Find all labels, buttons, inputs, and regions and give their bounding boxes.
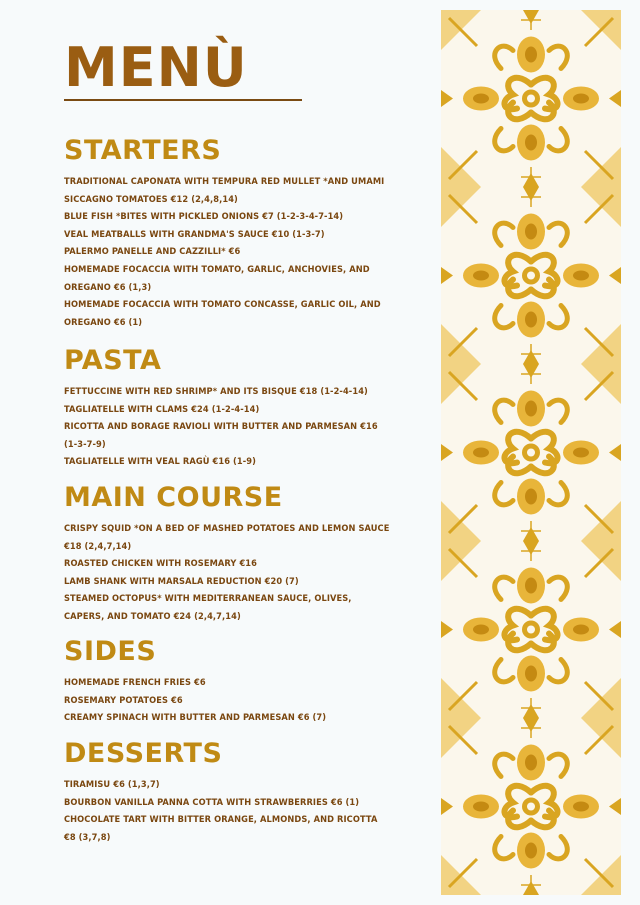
menu-item: FETTUCCINE WITH RED SHRIMP* AND ITS BISQUE €18 (1-2-4-14) [64,386,368,397]
menu-item: HOMEMADE FOCACCIA WITH TOMATO CONCASSE, GARLIC OIL, AND [64,299,381,311]
menu-item: CAPERS, AND TOMATO €24 (2,4,7,14) [64,610,241,622]
section-heading: SIDES [64,636,157,667]
menu-item: ROASTED CHICKEN WITH ROSEMARY €16 [64,558,258,570]
section-sides [64,636,424,727]
section-heading: DESSERTS [64,738,223,769]
menu-item: PALERMO PANELLE AND CAZZILLI* €6 [64,246,241,258]
menu-item: €18 (2,4,7,14) [64,540,132,552]
menu-item: TAGLIATELLE WITH CLAMS €24 (1-2-4-14) [64,403,260,415]
section-starters [64,135,424,331]
majolica-tile-strip [441,10,621,895]
menu-item: TRADITIONAL CAPONATA WITH TEMPURA RED MULLET *AND UMAMI [64,176,385,187]
menu-item: OREGANO €6 (1) [64,316,143,328]
menu-item: VEAL MEATBALLS WITH GRANDMA'S SAUCE €10 (1-3-7) [64,228,325,240]
menu-item: TIRAMISU €6 (1,3,7) [64,779,160,790]
menu-item: BLUE FISH *BITES WITH PICKLED ONIONS €7 (1-2-3-4-7-14) [64,211,344,223]
menu-item: CHOCOLATE TART WITH BITTER ORANGE, ALMONDS, AND RICOTTA [64,814,378,826]
menu-item: CREAMY SPINACH WITH BUTTER AND PARMESAN €6 (7) [64,712,327,724]
menu-title: MENÙ [64,36,248,99]
section-main-course [64,482,424,626]
section-heading: MAIN COURSE [64,482,283,513]
menu-item: €8 (3,7,8) [64,831,111,843]
menu-item: STEAMED OCTOPUS* WITH MEDITERRANEAN SAUCE, OLIVES, [64,593,352,605]
menu-item: (1-3-7-9) [64,438,106,450]
menu-item: HOMEMADE FRENCH FRIES €6 [64,677,206,688]
menu-item: SICCAGNO TOMATOES €12 (2,4,8,14) [64,193,238,205]
menu-item: TAGLIATELLE WITH VEAL RAGÙ €16 (1-9) [64,456,257,468]
menu-item: BOURBON VANILLA PANNA COTTA WITH STRAWBERRIES €6 (1) [64,796,360,808]
section-desserts [64,738,424,846]
menu-item: HOMEMADE FOCACCIA WITH TOMATO, GARLIC, ANCHOVIES, AND [64,263,370,275]
menu-item: ROSEMARY POTATOES €6 [64,694,183,706]
menu-item: CRISPY SQUID *ON A BED OF MASHED POTATOES AND LEMON SAUCE [64,523,390,534]
title-divider [64,99,302,101]
section-pasta [64,345,424,471]
section-heading: PASTA [64,345,162,376]
menu-item: RICOTTA AND BORAGE RAVIOLI WITH BUTTER AND PARMESAN €16 [64,421,378,433]
menu-item: OREGANO €6 (1,3) [64,281,152,293]
menu-item: LAMB SHANK WITH MARSALA REDUCTION €20 (7) [64,575,299,587]
section-heading: STARTERS [64,135,222,166]
